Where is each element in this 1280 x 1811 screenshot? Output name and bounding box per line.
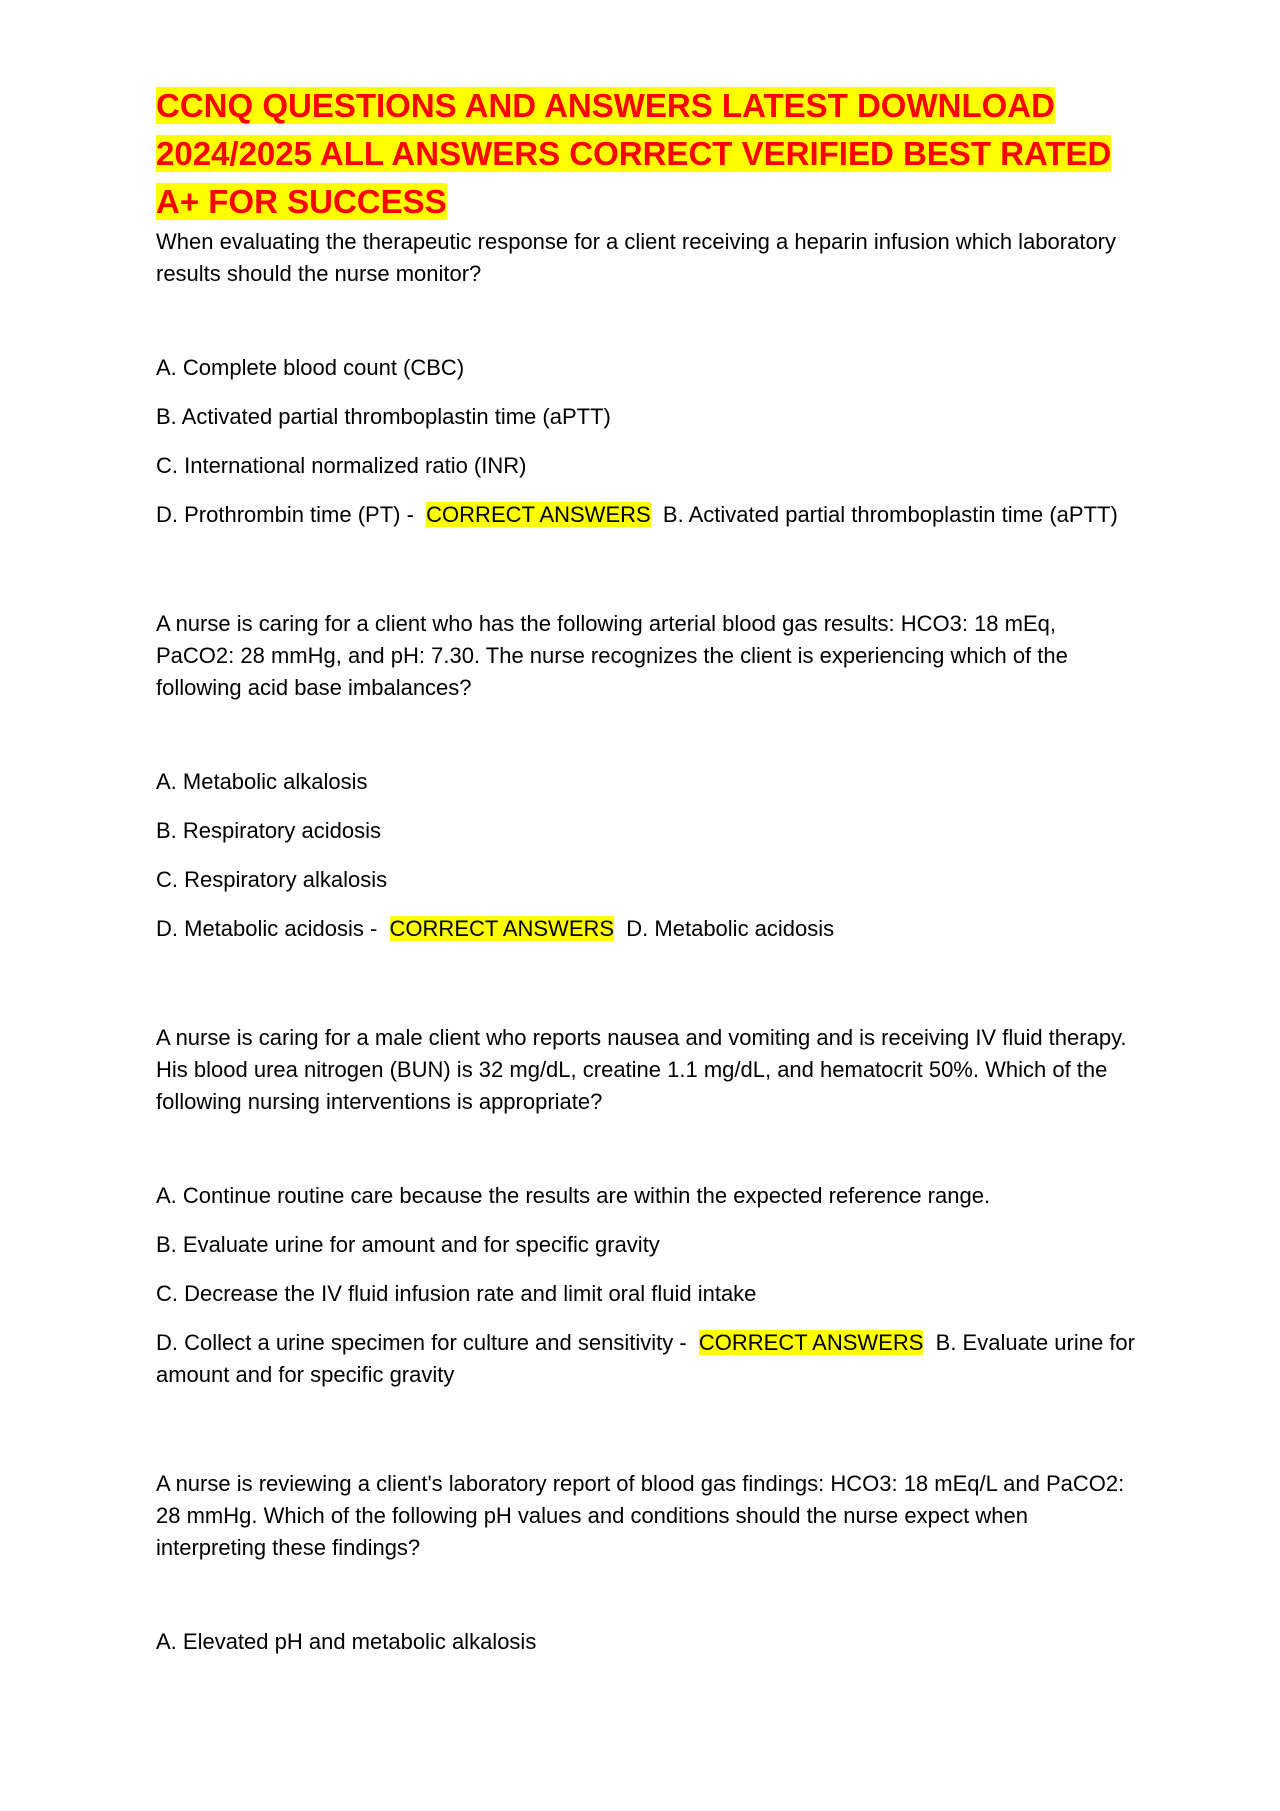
option-d: D. Metabolic acidosis - (156, 916, 384, 941)
option-c: C. International normalized ratio (INR) (156, 453, 527, 478)
document-title-text: CCNQ QUESTIONS AND ANSWERS LATEST DOWNLOAD 2024/2025 ALL ANSWERS CORRECT VERIFIED BEST RATED A+ FOR SUCCESS (156, 87, 1112, 220)
correct-answer-text: B. Evaluate urine for amount and for specific gravity (156, 1330, 1135, 1387)
option-a: A. Metabolic alkalosis (156, 769, 368, 794)
question-block (156, 1468, 1136, 1658)
question-text: A nurse is reviewing a client's laboratory report of blood gas findings: HCO3: 18 mEq/L and PaCO2: 28 mmHg. Which of the following pH values and conditions should the nurse expect when interpreting these findings? (156, 1471, 1125, 1560)
question-text: A nurse is caring for a male client who reports nausea and vomiting and is receiving IV fluid therapy. His blood urea nitrogen (BUN) is 32 mg/dL, creatine 1.1 mg/dL, and hematocrit 50%. Which of the following nursing interventions is appropriate? (156, 1025, 1127, 1114)
option-b: B. Respiratory acidosis (156, 818, 381, 843)
option-d: D. Collect a urine specimen for culture and sensitivity - (156, 1330, 693, 1355)
correct-answers-marker: CORRECT ANSWERS (426, 502, 651, 527)
option-d-with-answer (156, 913, 1136, 945)
option-a: A. Elevated pH and metabolic alkalosis (156, 1629, 537, 1654)
options-list (156, 352, 1136, 531)
question-block (156, 608, 1136, 945)
option-c: C. Decrease the IV fluid infusion rate and limit oral fluid intake (156, 1281, 757, 1306)
correct-answer-text: D. Metabolic acidosis (626, 916, 835, 941)
option-c: C. Respiratory alkalosis (156, 867, 388, 892)
option-b: B. Evaluate urine for amount and for specific gravity (156, 1232, 660, 1257)
option-d-with-answer (156, 1327, 1136, 1391)
option-d: D. Prothrombin time (PT) - (156, 502, 421, 527)
options-list (156, 1180, 1136, 1391)
spacer (156, 1408, 1136, 1468)
question-block (156, 226, 1136, 531)
question-block (156, 1022, 1136, 1391)
options-list (156, 1626, 1136, 1658)
document-page (156, 82, 1136, 1675)
correct-answers-marker: CORRECT ANSWERS (698, 1330, 924, 1355)
option-b: B. Activated partial thromboplastin time (aPTT) (156, 404, 611, 429)
question-text: When evaluating the therapeutic response for a client receiving a heparin infusion which laboratory results should the nurse monitor? (156, 229, 1117, 286)
correct-answer-text: B. Activated partial thromboplastin time (aPTT) (662, 502, 1118, 527)
option-a: A. Complete blood count (CBC) (156, 355, 465, 380)
option-a: A. Continue routine care because the results are within the expected reference range. (156, 1183, 991, 1208)
spacer (156, 962, 1136, 1022)
option-d-with-answer (156, 499, 1136, 531)
correct-answers-marker: CORRECT ANSWERS (389, 916, 615, 941)
spacer (156, 548, 1136, 608)
options-list (156, 766, 1136, 945)
question-text: A nurse is caring for a client who has the following arterial blood gas results: HCO3: 18 mEq, PaCO2: 28 mmHg, and pH: 7.30. The nurse recognizes the client is experiencing which of the following acid base imbalances? (156, 611, 1068, 700)
document-title (156, 82, 1136, 226)
